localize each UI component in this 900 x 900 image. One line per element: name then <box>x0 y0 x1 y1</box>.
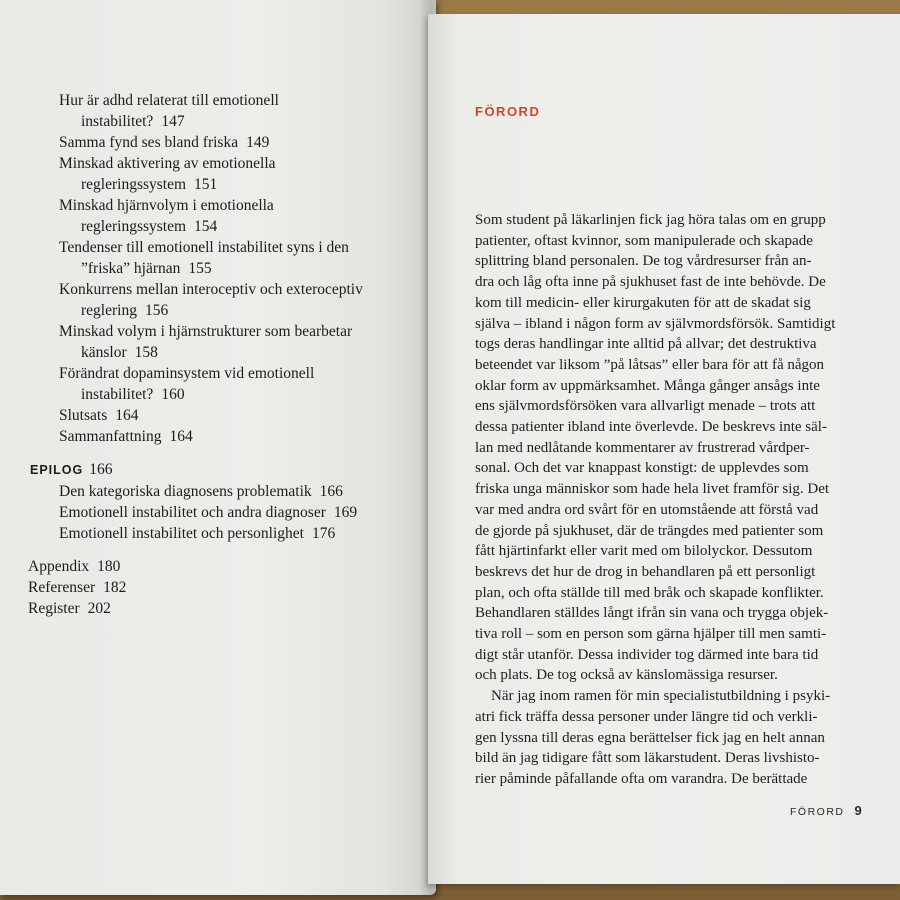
toc-epilog-entry <box>28 481 418 502</box>
toc-entry <box>28 405 418 426</box>
toc-entry-page: 164 <box>169 428 193 445</box>
toc-back-matter-entry <box>28 598 418 619</box>
text-line: sonal. Och det var knappast konstigt: de upplevdes som <box>475 460 809 477</box>
toc-entry-page: 154 <box>194 218 218 235</box>
text-line: var med andra ord svårt för en utomstående att förstå vad <box>475 501 819 518</box>
toc-entry <box>28 90 418 132</box>
text-line: digt står utanför. Dessa individer tog därmed inte bara tid <box>475 646 819 663</box>
text-line: splittring bland personalen. De tog vårdresurser från an- <box>475 253 812 270</box>
text-line: bild än jag tidigare fått som läkarstudent. Deras livshisto- <box>475 750 820 767</box>
toc-back-matter <box>28 556 418 619</box>
toc-entry-text: instabilitet? <box>81 386 154 403</box>
paragraph <box>475 210 867 686</box>
epilog-title: EPILOG <box>30 463 84 477</box>
text-line: oklar form av uppmärksamhet. Många gånger ansågs inte <box>475 377 820 394</box>
toc-entry-text: Emotionell instabilitet och personlighet <box>59 525 304 542</box>
text-line: och plats. De tog också av känslomässiga resurser. <box>475 667 778 684</box>
text-line: de gjorde på sjukhuset, där de trängdes med patienter som <box>475 522 824 539</box>
text-line: rier påminde påfallande ofta om varandra. De berättade <box>475 770 808 787</box>
toc-entry-text: Appendix <box>28 558 90 575</box>
toc-entry-text: regleringssystem <box>81 218 187 235</box>
toc-epilog-entries <box>28 481 418 544</box>
toc-epilog-entry <box>28 523 418 544</box>
toc-entry-text: Emotionell instabilitet och andra diagnoser <box>59 504 326 521</box>
toc-entry-text: Referenser <box>28 579 96 596</box>
text-line: beskrevs det hur de drog in behandlaren på ett personligt <box>475 563 816 580</box>
toc-entry-page: 169 <box>333 504 358 521</box>
toc-entry-text: Register <box>28 600 80 617</box>
toc-epilog-heading <box>28 459 418 481</box>
toc-entry-text: Tendenser till emotionell instabilitet syns i den <box>59 239 349 256</box>
toc-back-matter-entry <box>28 577 418 598</box>
toc-entry <box>28 321 418 363</box>
toc-entry-page: 176 <box>311 525 336 542</box>
toc-entry-page: 160 <box>161 386 185 403</box>
toc-entry-page: 182 <box>103 579 127 596</box>
toc-entry-text: instabilitet? <box>81 113 154 130</box>
toc-entry-page: 156 <box>144 302 169 319</box>
toc-entry-text: Minskad volym i hjärnstrukturer som bearbetar <box>59 323 353 340</box>
toc-entry-text: regleringssystem <box>81 176 187 193</box>
page-number: 9 <box>854 803 862 818</box>
toc-entry <box>28 426 418 447</box>
text-line: plan, och ofta ställde till med bråk och skapade konflikter. <box>475 584 824 601</box>
toc-entry-text: Slutsats <box>59 407 108 424</box>
toc-entry <box>28 132 418 153</box>
text-line: När jag inom ramen för min specialistutbildning i psyki- <box>491 688 831 705</box>
text-line: ens självmordsförsöken vara allvarligt menade – trots att <box>475 398 816 415</box>
text-line: lan med nedlåtande kommentarer av frustrerad vårdper- <box>475 439 810 456</box>
text-line: gen lyssna till deras egna berättelser fick jag en helt annan <box>475 729 825 746</box>
toc-entry-page: 180 <box>97 558 121 575</box>
toc-entry-text: Minskad hjärnvolym i emotionella <box>59 197 274 214</box>
text-line: Behandlaren ställdes långt ifrån sin vana och trygga objek- <box>475 605 829 622</box>
chapter-heading: FÖRORD <box>475 104 541 119</box>
text-line: tiva roll – som en person som gärna hjälper till men samti- <box>475 626 827 643</box>
toc-entry-text: Hur är adhd relaterat till emotionell <box>59 92 279 109</box>
text-line: Som student på läkarlinjen fick jag höra talas om en grupp <box>475 212 826 228</box>
toc-entry-text: Samma fynd ses bland friska <box>59 134 239 151</box>
epilog-page: 166 <box>89 461 113 478</box>
left-page <box>0 0 436 895</box>
text-line: dra och låg ofta inne på sjukhuset fast de inte behövde. De <box>475 274 826 291</box>
text-line: patienter, oftast kvinnor, som manipulerade och skapade <box>475 232 813 249</box>
toc-entry-text: ”friska” hjärnan <box>81 260 181 277</box>
text-line: kom till medicin- eller kirurgakuten för att de skadat sig <box>475 294 811 311</box>
text-line: själva – ibland i någon form av självmordsförsök. Samtidigt <box>475 315 836 332</box>
text-line: fått hjärtinfarkt eller varit med om bilolyckor. Dessutom <box>475 543 813 560</box>
toc-entry-page: 147 <box>161 113 185 130</box>
toc-entry-text: känslor <box>81 344 127 361</box>
toc-epilog-entry <box>28 502 418 523</box>
toc-entry-page: 151 <box>194 176 218 193</box>
toc-back-matter-entry <box>28 556 418 577</box>
toc-entry-text: reglering <box>81 302 137 319</box>
toc-entry-text: Konkurrens mellan interoceptiv och exteroceptiv <box>59 281 363 298</box>
text-line: togs deras handlingar inte alltid på allvar; det destruktiva <box>475 336 817 353</box>
text-line: friska unga människor som hade hela livet framför sig. Det <box>475 481 830 498</box>
toc-entry-text: Sammanfattning <box>59 428 162 445</box>
toc-entry-text: Förändrat dopaminsystem vid emotionell <box>59 365 315 382</box>
toc-entry-page: 164 <box>115 407 139 424</box>
text-line: dessa patienter ibland inte överlevde. De beskrevs inte säl- <box>475 419 827 436</box>
toc-entry <box>28 195 418 237</box>
toc-chapter-entries <box>28 90 418 447</box>
toc-entry-text: Minskad aktivering av emotionella <box>59 155 276 172</box>
table-of-contents <box>28 90 418 619</box>
toc-entry-page: 202 <box>87 600 111 617</box>
text-line: beteendet var liksom ”på låtsas” eller bara för att få någon <box>475 356 825 373</box>
toc-entry-page: 158 <box>134 344 158 361</box>
toc-entry <box>28 153 418 195</box>
toc-entry-text: Den kategoriska diagnosens problematik <box>59 483 312 500</box>
paragraph <box>475 686 867 790</box>
toc-entry-page: 149 <box>246 134 270 151</box>
toc-entry-page: 166 <box>319 483 343 500</box>
body-text <box>475 210 867 790</box>
text-line: atri fick träffa dessa personer under längre tid och verkli- <box>475 708 818 725</box>
page-footer <box>790 802 862 820</box>
toc-entry <box>28 279 418 321</box>
running-footer-label: FÖRORD <box>790 806 845 818</box>
toc-entry-page: 155 <box>188 260 212 277</box>
toc-entry <box>28 363 418 405</box>
toc-entry <box>28 237 418 279</box>
